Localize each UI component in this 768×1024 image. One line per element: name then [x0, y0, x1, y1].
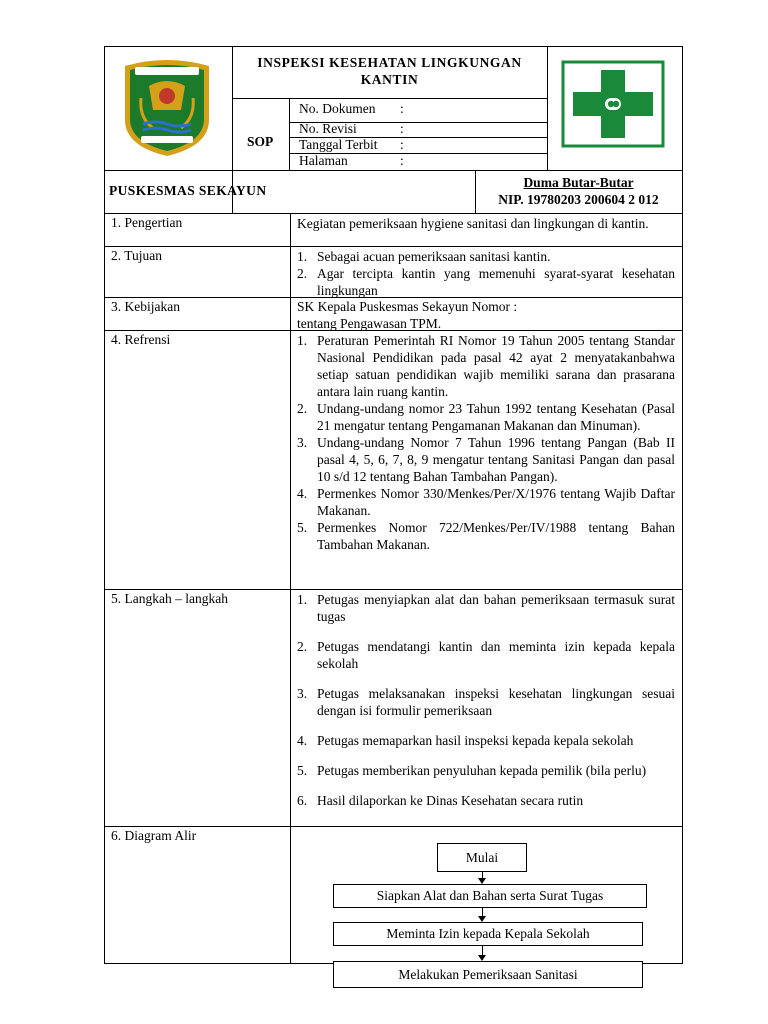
list-item-text: Undang-undang Nomor 7 Tahun 1996 tentang Pangan (Bab II pasal 4, 5, 6, 7, 8, 9 mengatur tentang Sanitasi Pangan dan pasal 10 s/d 12 tentang Bahan Tambahan Pangan). [317, 435, 675, 484]
tujuan-list [297, 248, 675, 299]
list-item: 6. Hasil dilaporkan ke Dinas Kesehatan secara rutin [297, 793, 584, 808]
list-item-text: Petugas memaparkan hasil inspeksi kepada kepala sekolah [317, 733, 634, 748]
pengertian-label: 1. Pengertian [111, 215, 183, 230]
list-item: 2. Petugas mendatangi kantin dan meminta izin kepada kepala sekolah [297, 639, 675, 671]
list-item-text: Agar tercipta kantin yang memenuhi syarat-syarat kesehatan lingkungan [317, 266, 675, 298]
meta-label: Halaman [299, 153, 348, 168]
sop-title-line2: KANTIN [360, 72, 419, 87]
meta-sep: : [400, 137, 404, 152]
list-item-text: Petugas menyiapkan alat dan bahan pemeriksaan termasuk surat tugas [317, 592, 675, 624]
list-item: 1. Petugas menyiapkan alat dan bahan pemeriksaan termasuk surat tugas [297, 592, 675, 624]
meta-sep: : [400, 153, 404, 168]
list-item-text: Hasil dilaporkan ke Dinas Kesehatan secara rutin [317, 793, 584, 808]
kebijakan-label: 3. Kebijakan [111, 299, 180, 314]
refrensi-label: 4. Refrensi [111, 332, 171, 347]
list-item: 1. Sebagai acuan pemeriksaan sanitasi kantin. [297, 249, 551, 264]
refrensi-list [297, 332, 675, 553]
list-item: 3. Petugas melaksanakan inspeksi kesehatan lingkungan sesuai dengan isi formulir pemeriksaan [297, 686, 675, 718]
pengertian-text: Kegiatan pemeriksaan hygiene sanitasi dan lingkungan di kantin. [297, 216, 649, 231]
list-item-text: Sebagai acuan pemeriksaan sanitasi kantin. [317, 249, 551, 264]
flow-step: Siapkan Alat dan Bahan serta Surat Tugas [333, 884, 647, 908]
meta-sep: : [400, 101, 404, 116]
sop-title: INSPEKSI KESEHATAN LINGKUNGAN [257, 55, 522, 70]
sop-label: SOP [247, 134, 274, 149]
list-item-text: Petugas mendatangi kantin dan meminta izin kepada kepala sekolah [317, 639, 675, 671]
flow-step: Melakukan Pemeriksaan Sanitasi [333, 961, 643, 988]
list-item: 4. Permenkes Nomor 330/Menkes/Per/X/1976 tentang Wajib Daftar Makanan. [297, 486, 675, 518]
regency-emblem-icon [119, 58, 215, 158]
org-name: PUSKESMAS SEKAYUN [109, 183, 267, 198]
meta-label: Tanggal Terbit [299, 137, 378, 152]
list-item: 5. Permenkes Nomor 722/Menkes/Per/IV/1988 tentang Bahan Tambahan Makanan. [297, 520, 675, 552]
langkah-label: 5. Langkah – langkah [111, 591, 228, 606]
list-item-text: Petugas memberikan penyuluhan kepada pemilik (bila perlu) [317, 763, 647, 778]
list-item: 3. Undang-undang Nomor 7 Tahun 1996 tentang Pangan (Bab II pasal 4, 5, 6, 7, 8, 9 mengatur tentang Sanitasi Pangan dan pasal 10 s/d 12 tentang Bahan Tambahan Pangan). [297, 435, 675, 484]
meta-label: No. Dokumen [299, 101, 376, 116]
list-item-text: Permenkes Nomor 722/Menkes/Per/IV/1988 tentang Bahan Tambahan Makanan. [317, 520, 675, 552]
meta-label: No. Revisi [299, 121, 357, 136]
list-item: 2. Undang-undang nomor 23 Tahun 1992 tentang Kesehatan (Pasal 21 mengatur tentang Pengamanan Makanan dan Minuman). [297, 401, 675, 433]
langkah-list [297, 591, 675, 809]
tujuan-label: 2. Tujuan [111, 248, 163, 263]
flow-arrow [482, 908, 483, 916]
list-item-text: Petugas melaksanakan inspeksi kesehatan lingkungan sesuai dengan isi formulir pemeriksaan [317, 686, 675, 718]
list-item: 5. Petugas memberikan penyuluhan kepada pemilik (bila perlu) [297, 763, 647, 778]
flow-arrow [482, 946, 483, 955]
list-item-text: Peraturan Pemerintah RI Nomor 19 Tahun 2005 tentang Standar Nasional Pendidikan pada pasal 42 ayat 2 menyatakanbahwa setiap satuan pendidikan wajib memiliki sarana dan prasarana antara lain ruang kantin. [317, 333, 675, 399]
signer-name: Duma Butar-Butar [523, 175, 634, 190]
list-item-text: Permenkes Nomor 330/Menkes/Per/X/1976 tentang Wajib Daftar Makanan. [317, 486, 675, 518]
list-item-text: Undang-undang nomor 23 Tahun 1992 tentang Kesehatan (Pasal 21 mengatur tentang Pengamanan Makanan dan Minuman). [317, 401, 675, 433]
flow-step: Meminta Izin kepada Kepala Sekolah [333, 922, 643, 946]
diagram-label: 6. Diagram Alir [111, 828, 197, 843]
signer-nip: NIP. 19780203 200604 2 012 [498, 192, 659, 207]
kebijakan-line1: SK Kepala Puskesmas Sekayun Nomor : [297, 299, 518, 314]
list-item: 4. Petugas memaparkan hasil inspeksi kepada kepala sekolah [297, 733, 634, 748]
list-item: 2. Agar tercipta kantin yang memenuhi syarat-syarat kesehatan lingkungan [297, 266, 675, 298]
health-cross-icon [561, 60, 665, 148]
kebijakan-line2: tentang Pengawasan TPM. [297, 316, 442, 331]
flow-step-start: Mulai [437, 843, 527, 872]
list-item: 1. Peraturan Pemerintah RI Nomor 19 Tahun 2005 tentang Standar Nasional Pendidikan pada pasal 42 ayat 2 menyatakanbahwa setiap satuan pendidikan wajib memiliki sarana dan prasarana antara lain ruang kantin. [297, 333, 675, 399]
meta-sep: : [400, 121, 404, 136]
